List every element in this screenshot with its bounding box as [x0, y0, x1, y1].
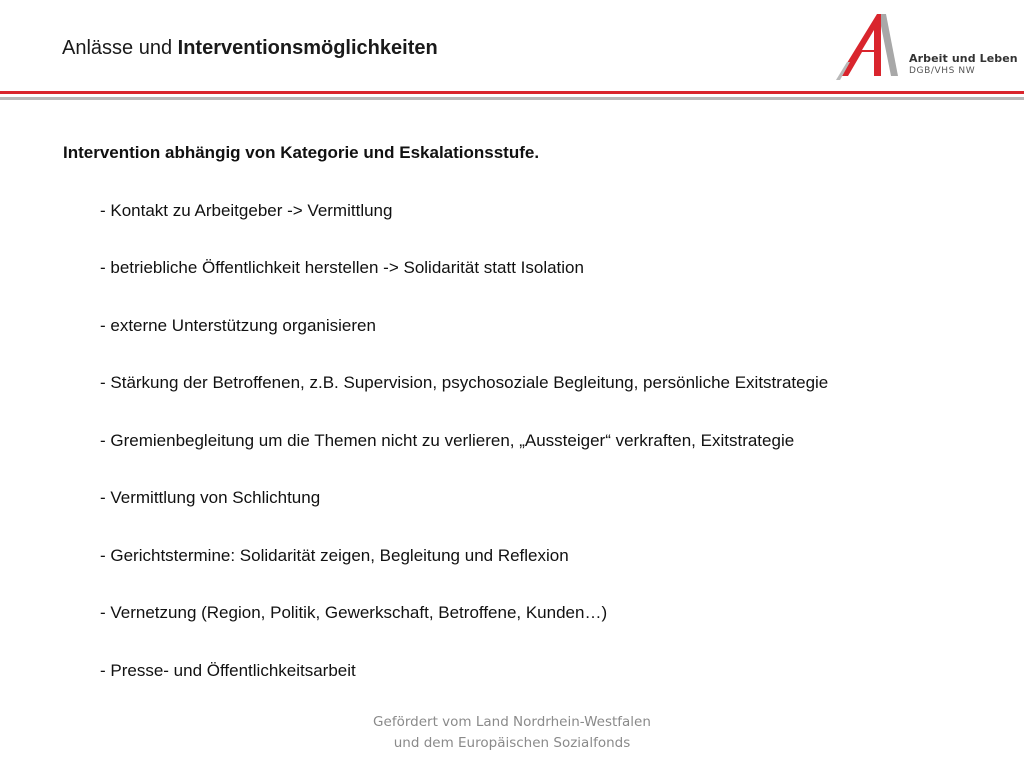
- list-item: - externe Unterstützung organisieren: [100, 315, 376, 335]
- slide-title-bold: Interventionsmöglichkeiten: [177, 37, 438, 59]
- list-item: - Gerichtstermine: Solidarität zeigen, Begleitung und Reflexion: [100, 545, 569, 565]
- footer-line-2: und dem Europäischen Sozialfonds: [393, 735, 631, 751]
- logo-line-2: DGB/VHS NW: [909, 66, 976, 76]
- list-item: - Vernetzung (Region, Politik, Gewerkschaft, Betroffene, Kunden…): [100, 603, 608, 622]
- list-item: - Stärkung der Betroffenen, z.B. Supervision, psychosoziale Begleitung, persönliche Exitstrategie: [100, 373, 829, 392]
- footer-line-1: Gefördert vom Land Nordrhein-Westfalen: [373, 714, 651, 730]
- funding-footer: [0, 712, 1024, 754]
- slide-title: [62, 37, 438, 60]
- list-item: - Presse- und Öffentlichkeitsarbeit: [100, 660, 356, 680]
- logo-line-1: Arbeit und Leben: [909, 52, 1018, 65]
- header-rule-gray: [0, 97, 1024, 100]
- list-item: - Gremienbegleitung um die Themen nicht zu verlieren, „Aussteiger“ verkraften, Exitstrategie: [100, 430, 795, 450]
- header-rule-red: [0, 91, 1024, 94]
- list-item: - betriebliche Öffentlichkeit herstellen -> Solidarität statt Isolation: [100, 258, 584, 277]
- arbeit-und-leben-logo: [836, 12, 1018, 80]
- list-item: - Kontakt zu Arbeitgeber -> Vermittlung: [100, 200, 393, 220]
- list-item: - Vermittlung von Schlichtung: [100, 488, 321, 507]
- slide-content: [63, 143, 1003, 681]
- logo-a-mark-icon: [836, 12, 906, 80]
- slide-title-normal: Anlässe und: [62, 37, 178, 59]
- content-heading: Intervention abhängig von Kategorie und Eskalationsstufe.: [63, 143, 540, 162]
